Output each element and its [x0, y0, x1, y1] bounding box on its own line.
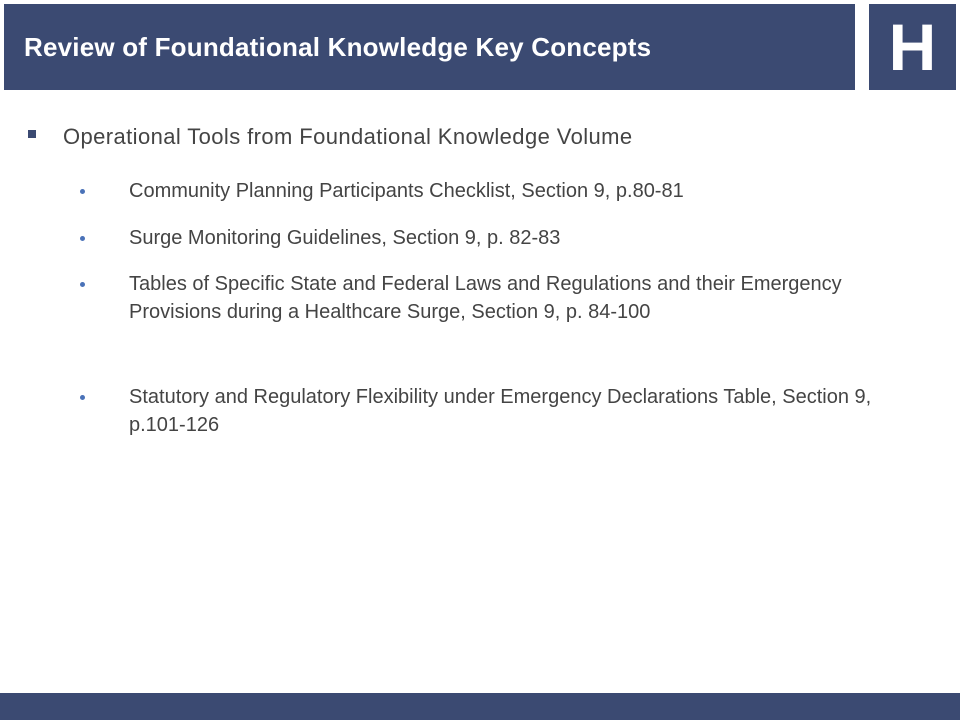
slide-title: Review of Foundational Knowledge Key Concepts [24, 31, 652, 62]
footer-bar [0, 693, 960, 720]
sub-bullet-text: Surge Monitoring Guidelines, Section 9, p. 82-83 [129, 227, 561, 249]
sub-bullet-text: Community Planning Participants Checklist, Section 9, p.80-81 [129, 180, 684, 202]
dot-bullet-icon [80, 236, 85, 241]
main-bullet-text: Operational Tools from Foundational Knowledge Volume [63, 124, 633, 149]
dot-bullet-icon [80, 395, 85, 400]
square-bullet-icon [28, 130, 36, 138]
section-badge-letter: H [888, 10, 937, 84]
sub-bullet-text: Statutory and Regulatory Flexibility under Emergency Declarations Table, Section 9, p.101-126 [129, 386, 872, 436]
sub-bullet-text: Tables of Specific State and Federal Laws and Regulations and their Emergency Provisions during a Healthcare Surge, Section 9, p. 84-100 [129, 273, 842, 323]
dot-bullet-icon [80, 189, 85, 194]
dot-bullet-icon [80, 282, 85, 287]
